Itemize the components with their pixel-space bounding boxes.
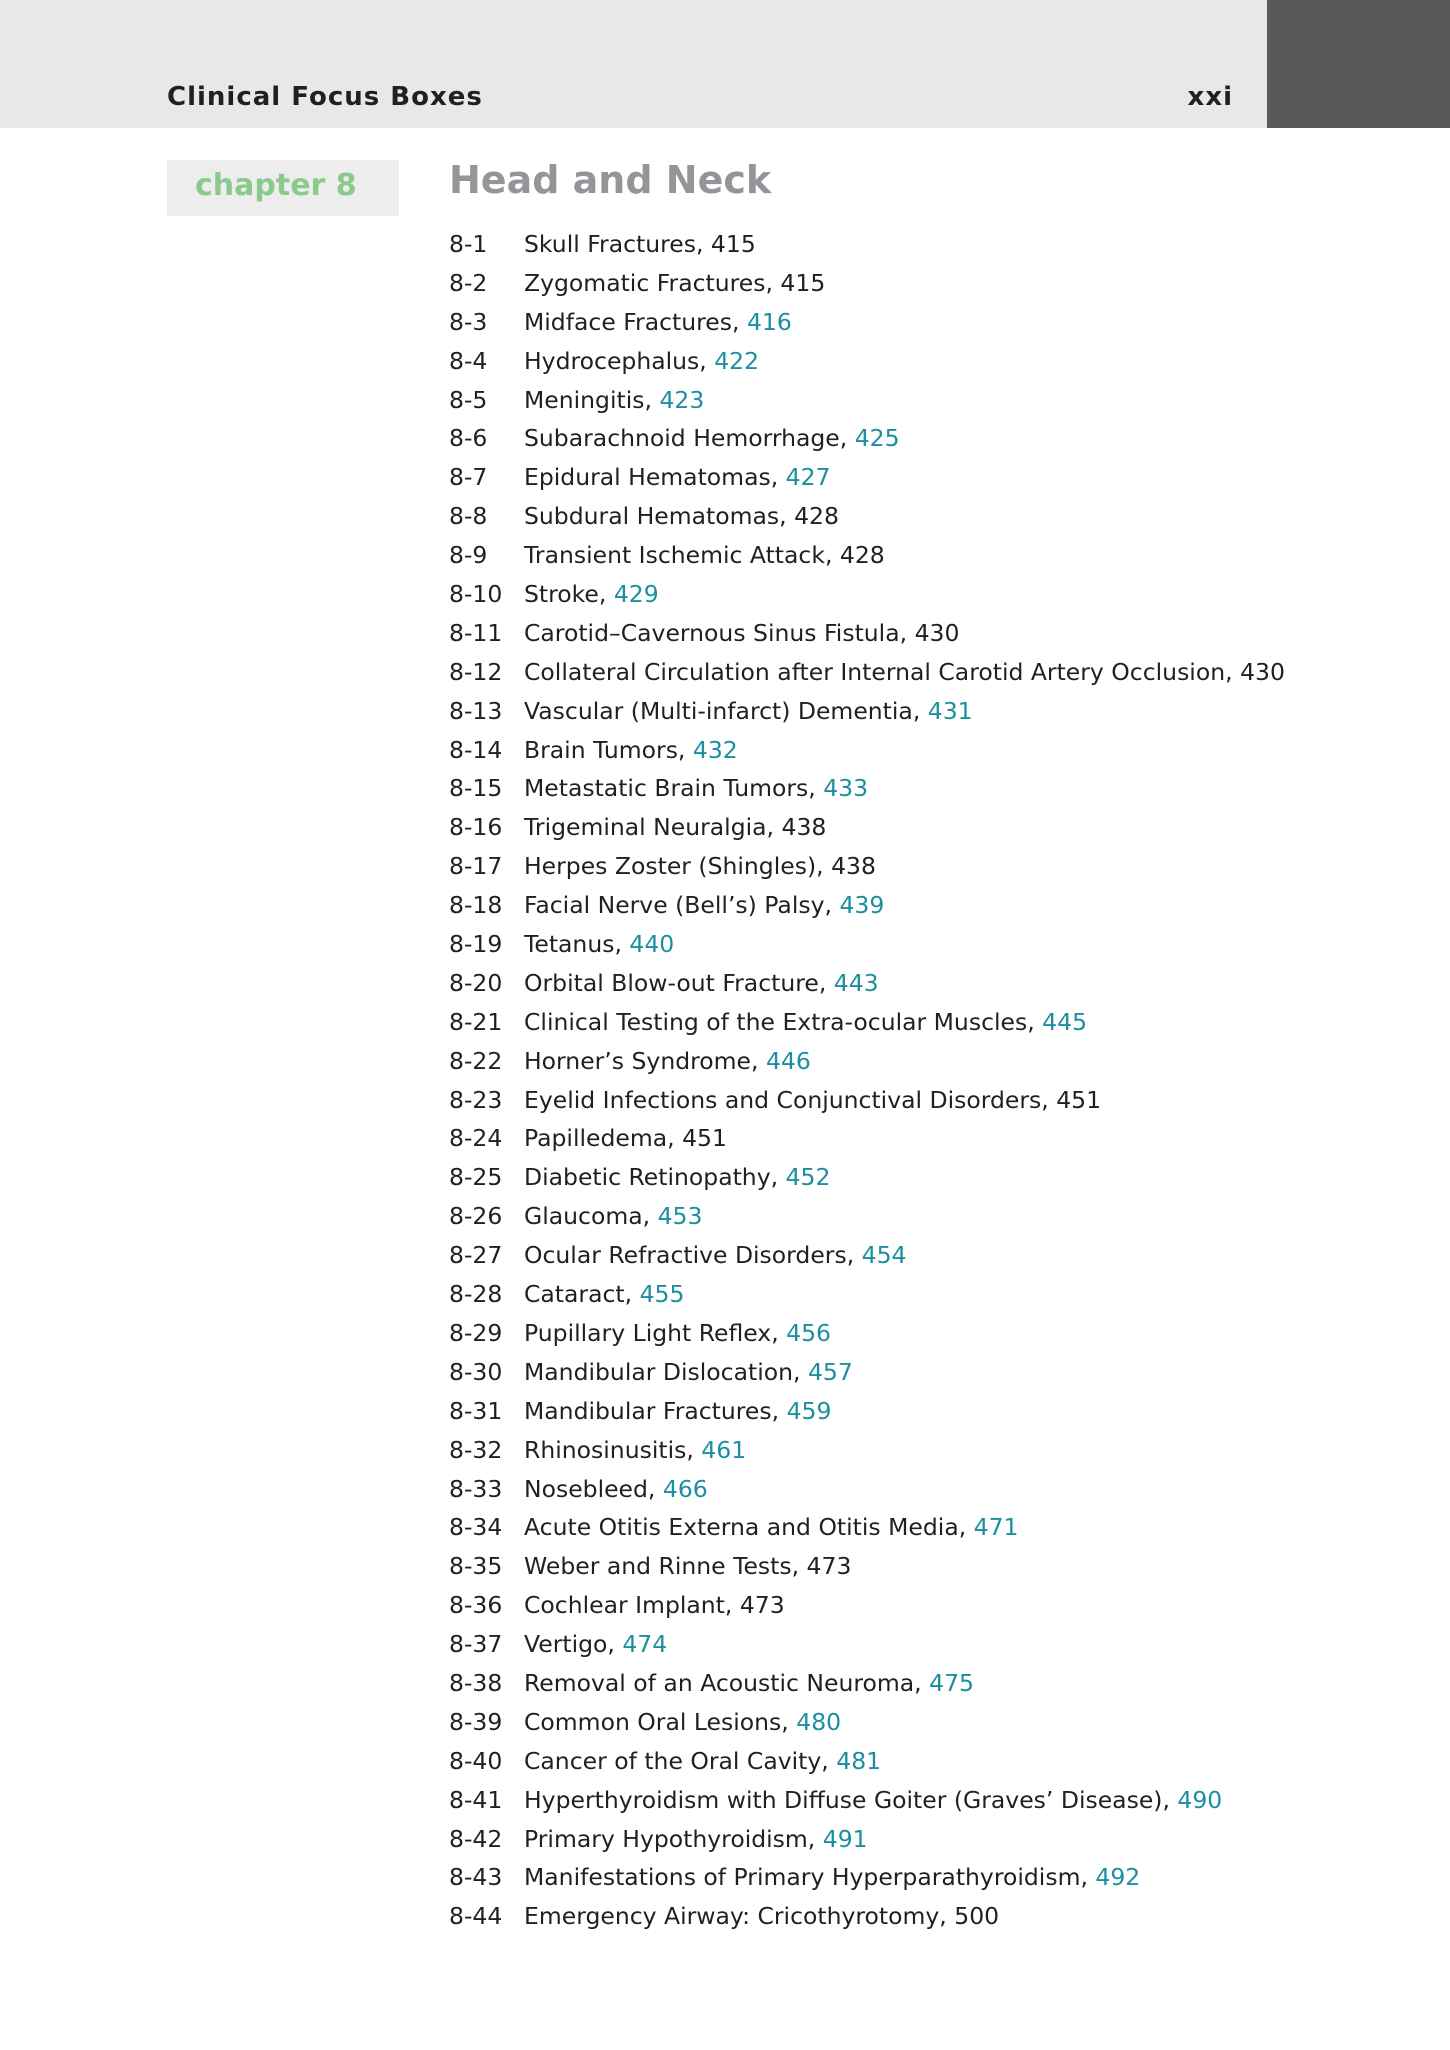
list-item bbox=[449, 225, 1285, 264]
entry-title: Papilledema, bbox=[524, 1124, 683, 1153]
list-item bbox=[449, 1275, 1285, 1314]
entry-number: 8-20 bbox=[449, 968, 503, 997]
entry-page-link[interactable]: 433 bbox=[823, 774, 869, 803]
entry-title: Trigeminal Neuralgia, bbox=[524, 813, 782, 842]
entry-page: 438 bbox=[781, 813, 827, 842]
entry-page-link[interactable]: 453 bbox=[657, 1202, 703, 1231]
entry-title: Horner’s Syndrome, bbox=[524, 1046, 766, 1075]
entry-number: 8-15 bbox=[449, 774, 503, 803]
list-item bbox=[449, 1353, 1285, 1392]
entry-page-link[interactable]: 454 bbox=[861, 1241, 907, 1270]
list-item bbox=[449, 1470, 1285, 1509]
entry-page-link[interactable]: 446 bbox=[765, 1046, 811, 1075]
list-item bbox=[449, 886, 1285, 925]
entry-number: 8-12 bbox=[449, 657, 503, 686]
entry-title: Glaucoma, bbox=[524, 1202, 658, 1231]
running-head: Clinical Focus Boxes bbox=[167, 82, 483, 112]
entry-page: 451 bbox=[1056, 1085, 1102, 1114]
list-item bbox=[449, 692, 1285, 731]
entry-page-link[interactable]: 461 bbox=[701, 1435, 747, 1464]
entry-number: 8-14 bbox=[449, 735, 503, 764]
entry-page: 415 bbox=[780, 268, 826, 297]
entry-title: Removal of an Acoustic Neuroma, bbox=[524, 1668, 930, 1697]
list-item bbox=[449, 1703, 1285, 1742]
entry-page-link[interactable]: 490 bbox=[1177, 1785, 1223, 1814]
entry-number: 8-43 bbox=[449, 1863, 503, 1892]
entry-title: Nosebleed, bbox=[524, 1474, 663, 1503]
entry-title: Subarachnoid Hemorrhage, bbox=[524, 424, 855, 453]
entry-page-link[interactable]: 427 bbox=[785, 463, 831, 492]
entry-number: 8-37 bbox=[449, 1630, 503, 1659]
entry-page-link[interactable]: 491 bbox=[822, 1824, 868, 1853]
entry-page-link[interactable]: 432 bbox=[692, 735, 738, 764]
entry-page-link[interactable]: 481 bbox=[836, 1746, 882, 1775]
entry-page-link[interactable]: 425 bbox=[854, 424, 900, 453]
list-item bbox=[449, 1431, 1285, 1470]
list-item bbox=[449, 1314, 1285, 1353]
list-item bbox=[449, 964, 1285, 1003]
entry-title: Rhinosinusitis, bbox=[524, 1435, 702, 1464]
entry-title: Mandibular Fractures, bbox=[524, 1396, 787, 1425]
entry-page-link[interactable]: 455 bbox=[639, 1280, 685, 1309]
entry-number: 8-24 bbox=[449, 1124, 503, 1153]
entry-page: 473 bbox=[739, 1591, 785, 1620]
entry-number: 8-40 bbox=[449, 1746, 503, 1775]
entry-title: Primary Hypothyroidism, bbox=[524, 1824, 823, 1853]
list-item bbox=[449, 1158, 1285, 1197]
clinical-focus-box-list bbox=[449, 225, 1285, 1936]
entry-number: 8-27 bbox=[449, 1241, 503, 1270]
entry-title: Hydrocephalus, bbox=[524, 346, 715, 375]
entry-number: 8-16 bbox=[449, 813, 503, 842]
list-item bbox=[449, 1742, 1285, 1781]
list-item bbox=[449, 1897, 1285, 1936]
list-item bbox=[449, 1081, 1285, 1120]
list-item bbox=[449, 1042, 1285, 1081]
entry-page: 430 bbox=[914, 618, 960, 647]
entry-page-link[interactable]: 443 bbox=[833, 968, 879, 997]
entry-title: Acute Otitis Externa and Otitis Media, bbox=[524, 1513, 974, 1542]
entry-page: 451 bbox=[682, 1124, 727, 1153]
entry-number: 8-4 bbox=[449, 346, 488, 375]
entry-number: 8-26 bbox=[449, 1202, 503, 1231]
entry-number: 8-39 bbox=[449, 1707, 503, 1736]
entry-number: 8-44 bbox=[449, 1902, 503, 1931]
entry-title: Diabetic Retinopathy, bbox=[524, 1163, 786, 1192]
list-item bbox=[449, 1781, 1285, 1820]
entry-title: Meningitis, bbox=[524, 385, 660, 414]
entry-number: 8-19 bbox=[449, 930, 503, 959]
entry-page: 428 bbox=[839, 541, 885, 570]
entry-title: Orbital Blow-out Fracture, bbox=[524, 968, 834, 997]
entry-page-link[interactable]: 466 bbox=[662, 1474, 708, 1503]
entry-title: Transient Ischemic Attack, bbox=[524, 541, 840, 570]
list-item bbox=[449, 1003, 1285, 1042]
entry-page-link[interactable]: 423 bbox=[659, 385, 705, 414]
entry-page-link[interactable]: 429 bbox=[613, 580, 659, 609]
entry-title: Skull Fractures, bbox=[524, 230, 711, 258]
entry-page-link[interactable]: 452 bbox=[785, 1163, 831, 1192]
list-item bbox=[449, 419, 1285, 458]
entry-title: Emergency Airway: Cricothyrotomy, bbox=[524, 1902, 955, 1931]
entry-number: 8-32 bbox=[449, 1435, 503, 1464]
page-corner-block bbox=[1267, 0, 1450, 128]
entry-number: 8-29 bbox=[449, 1318, 503, 1347]
list-item bbox=[449, 1820, 1285, 1859]
entry-number: 8-35 bbox=[449, 1552, 503, 1581]
entry-page-link[interactable]: 457 bbox=[807, 1357, 853, 1386]
entry-page-link[interactable]: 440 bbox=[629, 930, 675, 959]
entry-page-link[interactable]: 431 bbox=[927, 696, 973, 725]
entry-title: Clinical Testing of the Extra-ocular Muscles, bbox=[524, 1007, 1043, 1036]
entry-title: Common Oral Lesions, bbox=[524, 1707, 797, 1736]
entry-page-link[interactable]: 456 bbox=[786, 1318, 831, 1347]
list-item bbox=[449, 458, 1285, 497]
entry-title: Mandibular Dislocation, bbox=[524, 1357, 808, 1386]
entry-title: Metastatic Brain Tumors, bbox=[524, 774, 824, 803]
entry-number: 8-9 bbox=[449, 541, 488, 570]
list-item bbox=[449, 575, 1285, 614]
entry-title: Ocular Refractive Disorders, bbox=[524, 1241, 862, 1270]
entry-title: Vertigo, bbox=[524, 1630, 623, 1659]
entry-page-link[interactable]: 492 bbox=[1095, 1863, 1141, 1892]
entry-number: 8-30 bbox=[449, 1357, 503, 1386]
entry-title: Vascular (Multi-infarct) Dementia, bbox=[524, 696, 928, 725]
entry-title: Epidural Hematomas, bbox=[524, 463, 786, 492]
entry-number: 8-13 bbox=[449, 696, 503, 725]
list-item bbox=[449, 264, 1285, 303]
list-item bbox=[449, 1664, 1285, 1703]
page-number: xxi bbox=[1187, 82, 1233, 112]
entry-title: Tetanus, bbox=[524, 930, 630, 959]
entry-page: 500 bbox=[954, 1902, 1000, 1931]
entry-number: 8-41 bbox=[449, 1785, 503, 1814]
chapter-label: chapter 8 bbox=[195, 168, 357, 203]
entry-page-link[interactable]: 475 bbox=[929, 1668, 974, 1697]
entry-number: 8-17 bbox=[449, 852, 503, 881]
entry-title: Cancer of the Oral Cavity, bbox=[524, 1746, 837, 1775]
list-item bbox=[449, 614, 1285, 653]
list-item bbox=[449, 1508, 1285, 1547]
entry-title: Cochlear Implant, bbox=[524, 1591, 740, 1620]
list-item bbox=[449, 847, 1285, 886]
entry-page-link[interactable]: 416 bbox=[746, 307, 792, 336]
entry-title: Subdural Hematomas, bbox=[524, 502, 795, 531]
entry-number: 8-5 bbox=[449, 385, 488, 414]
entry-title: Brain Tumors, bbox=[524, 735, 693, 764]
entry-title: Collateral Circulation after Internal Carotid Artery Occlusion, bbox=[524, 657, 1241, 686]
entry-number: 8-34 bbox=[449, 1513, 503, 1542]
entry-title: Midface Fractures, bbox=[524, 307, 747, 336]
entry-number: 8-8 bbox=[449, 502, 488, 531]
entry-number: 8-42 bbox=[449, 1824, 503, 1853]
entry-page-link[interactable]: 474 bbox=[622, 1630, 668, 1659]
entry-title: Stroke, bbox=[524, 580, 614, 609]
entry-page: 430 bbox=[1240, 657, 1285, 686]
entry-page-link[interactable]: 471 bbox=[973, 1513, 1019, 1542]
entry-page-link[interactable]: 459 bbox=[786, 1396, 832, 1425]
chapter-title: Head and Neck bbox=[449, 158, 772, 202]
list-item bbox=[449, 808, 1285, 847]
entry-number: 8-6 bbox=[449, 424, 488, 453]
entry-page: 473 bbox=[806, 1552, 852, 1581]
entry-number: 8-28 bbox=[449, 1280, 503, 1309]
entry-title: Hyperthyroidism with Diffuse Goiter (Graves’ Disease), bbox=[524, 1785, 1178, 1814]
entry-page-link[interactable]: 480 bbox=[796, 1707, 842, 1736]
list-item bbox=[449, 1236, 1285, 1275]
list-item bbox=[449, 342, 1285, 381]
entry-title: Facial Nerve (Bell’s) Palsy, bbox=[524, 891, 840, 920]
entry-number: 8-7 bbox=[449, 463, 488, 492]
entry-number: 8-1 bbox=[449, 230, 488, 258]
list-item bbox=[449, 653, 1285, 692]
entry-number: 8-2 bbox=[449, 268, 488, 297]
entry-title: Manifestations of Primary Hyperparathyroidism, bbox=[524, 1863, 1096, 1892]
entry-title: Weber and Rinne Tests, bbox=[524, 1552, 807, 1581]
entry-title: Pupillary Light Reflex, bbox=[524, 1318, 787, 1347]
entry-number: 8-25 bbox=[449, 1163, 503, 1192]
entry-title: Herpes Zoster (Shingles), bbox=[524, 852, 832, 881]
entry-page-link[interactable]: 439 bbox=[839, 891, 885, 920]
chapter-tab bbox=[167, 160, 399, 216]
list-item bbox=[449, 381, 1285, 420]
entry-number: 8-10 bbox=[449, 580, 503, 609]
entry-title: Cataract, bbox=[524, 1280, 640, 1309]
entry-number: 8-38 bbox=[449, 1668, 503, 1697]
entry-page: 428 bbox=[794, 502, 839, 531]
list-item bbox=[449, 1119, 1285, 1158]
list-item bbox=[449, 303, 1285, 342]
entry-title: Zygomatic Fractures, bbox=[524, 268, 781, 297]
entry-title: Carotid–Cavernous Sinus Fistula, bbox=[524, 618, 915, 647]
list-item bbox=[449, 1858, 1285, 1897]
list-item bbox=[449, 731, 1285, 770]
list-item bbox=[449, 1586, 1285, 1625]
entry-page: 415 bbox=[710, 230, 756, 258]
entry-page-link[interactable]: 445 bbox=[1042, 1007, 1088, 1036]
list-item bbox=[449, 925, 1285, 964]
entry-number: 8-36 bbox=[449, 1591, 503, 1620]
entry-number: 8-3 bbox=[449, 307, 488, 336]
list-item bbox=[449, 497, 1285, 536]
list-item bbox=[449, 1197, 1285, 1236]
list-item bbox=[449, 536, 1285, 575]
entry-page-link[interactable]: 422 bbox=[714, 346, 760, 375]
list-item bbox=[449, 1625, 1285, 1664]
entry-number: 8-33 bbox=[449, 1474, 503, 1503]
entry-number: 8-21 bbox=[449, 1007, 503, 1036]
entry-number: 8-31 bbox=[449, 1396, 503, 1425]
entry-number: 8-23 bbox=[449, 1085, 503, 1114]
entry-number: 8-22 bbox=[449, 1046, 503, 1075]
list-item bbox=[449, 1392, 1285, 1431]
list-item bbox=[449, 1547, 1285, 1586]
entry-title: Eyelid Infections and Conjunctival Disorders, bbox=[524, 1085, 1057, 1114]
entry-page: 438 bbox=[831, 852, 876, 881]
list-item bbox=[449, 769, 1285, 808]
entry-number: 8-11 bbox=[449, 618, 503, 647]
entry-number: 8-18 bbox=[449, 891, 503, 920]
